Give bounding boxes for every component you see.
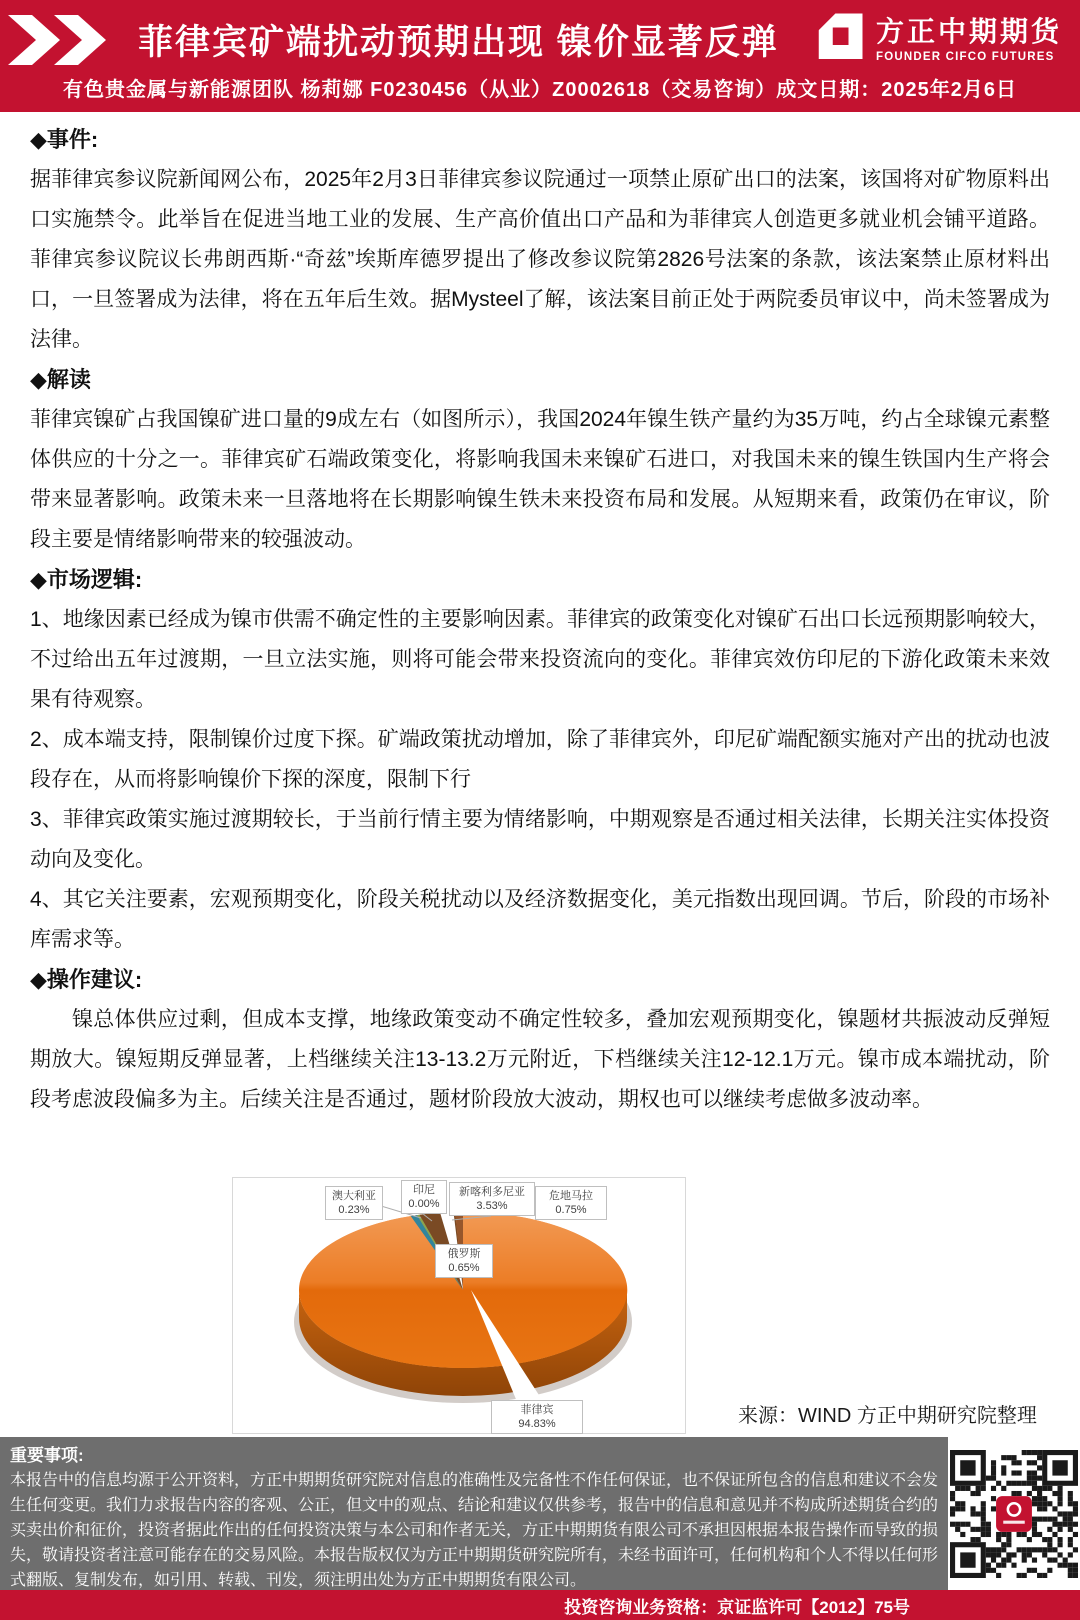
paragraph-logic-1: 1、地缘因素已经成为镍市供需不确定性的主要影响因素。菲律宾的政策变化对镍矿石出口长远预期影响较大，不过给出五年过渡期，一旦立法实施，则将可能会带来投资流向的变化。菲律宾效仿印尼的下游化政策未来效果有待观察。 [30,608,1050,711]
pie-label-australia [325,1186,383,1220]
pie-label-text: 菲律宾 [520,1404,554,1416]
source-note: 来源：WIND 方正中期研究院整理 [738,1405,1037,1427]
brand-subtitle: FOUNDER CIFCO FUTURES [875,50,1055,63]
pie-label-text: 澳大利亚 [332,1190,376,1202]
pie-label-value: 0.23% [338,1204,370,1216]
report-body [0,112,1080,1177]
pie-label-guatemala [535,1186,607,1220]
paragraph-logic-2: 2、成本端支持，限制镍价过度下探。矿端政策扰动增加，除了菲律宾外，印尼矿端配额实施对产出的扰动也波段存在，从而将影响镍价下探的深度，限制下行 [30,728,1050,791]
pie-label-russia [435,1244,493,1278]
paragraph-interpretation: 菲律宾镍矿占我国镍矿进口量的9成左右（如图所示），我国2024年镍生铁产量约为35万吨，约占全球镍元素整体供应的十分之一。菲律宾矿石端政策变化，将影响我国未来镍矿石进口，对我国未来的镍生铁国内生产将会带来显著影响。政策未来一旦落地将在长期影响镍生铁未来投资布局和发展。从短期来看，政策仍在审议，阶段主要是情绪影响带来的较强波动。 [30,408,1050,551]
pie-label-value: 0.00% [408,1198,440,1210]
qr-code [950,1450,1078,1578]
pie-label-value: 94.83% [518,1418,556,1430]
pie-label-value: 0.65% [448,1262,480,1274]
nickel-import-pie-chart [232,1177,686,1434]
paragraph-logic-3: 3、菲律宾政策实施过渡期较长，于当前行情主要为情绪影响，中期观察是否通过相关法律，长期关注实体投资动向及变化。 [30,808,1050,871]
license-text: 投资咨询业务资格：京证监许可【2012】75号 [564,1597,910,1617]
double-chevron-icon [8,15,112,65]
pie-label-indonesia [401,1180,447,1214]
section-heading-interpretation: ◆解读 [30,367,91,392]
pie-chart-canvas [233,1178,685,1433]
page-title: 菲律宾矿端扰动预期出现 镍价显著反弹 [138,23,779,62]
section-heading-event: ◆事件: [30,127,99,152]
report-header [0,0,1080,112]
brand-name: 方正中期期货 [875,15,1062,47]
license-bar [0,1590,1080,1620]
paragraph-event: 据菲律宾参议院新闻网公布，2025年2月3日菲律宾参议院通过一项禁止原矿出口的法案，该国将对矿物原料出口实施禁令。此举旨在促进当地工业的发展、生产高价值出口产品和为菲律宾人创造更多就业机会铺平道路。菲律宾参议院议长弗朗西斯·“奇兹”埃斯库德罗提出了修改参议院第2826号法案的条款，该法案禁止原材料出口，一旦签署成为法律，将在五年后生效。据Mysteel了解，该法案目前正处于两院委员审议中，尚未签署成为法律。 [30,168,1050,351]
pie-label-text: 俄罗斯 [447,1248,481,1260]
footer [0,1437,1080,1590]
qr-code-area [948,1437,1080,1590]
footer-disclaimer [0,1437,948,1590]
section-heading-advice: ◆操作建议: [30,967,143,992]
pie-label-text: 新喀利多尼亚 [459,1186,525,1198]
paragraph-logic-4: 4、其它关注要素，宏观预期变化，阶段关税扰动以及经济数据变化，美元指数出现回调。节后，阶段的市场补库需求等。 [30,888,1050,951]
pie-label-text: 印尼 [413,1184,435,1196]
pie-label-new-caledonia [449,1182,535,1216]
brand-logo [810,10,1062,71]
logo-mark-icon [810,10,866,71]
team-info-line: 有色贵金属与新能源团队 杨莉娜 F0230456（从业）Z0002618（交易咨询）成文日期：2025年2月6日 [62,79,1017,101]
pie-label-value: 0.75% [555,1204,587,1216]
chart-region [0,1177,1080,1437]
disclaimer-text: 本报告中的信息均源于公开资料，方正中期期货研究院对信息的准确性及完备性不作任何保证，也不保证所包含的信息和建议不会发生任何变更。我们力求报告内容的客观、公正，但文中的观点、结论和建议仅供参考，报告中的信息和意见并不构成所述期货合约的买卖出价和征价，投资者据此作出的任何投资决策与本公司和作者无关，方正中期期货有限公司不承担因根据本报告操作而导致的损失，敬请投资者注意可能存在的交易风险。本报告版权仅为方正中期期货研究院所有，未经书面许可，任何机构和个人不得以任何形式翻版、复制发布，如引用、转载、刊发，须注明出处为方正中期期货有限公司。 [10,1472,939,1589]
section-heading-market-logic: ◆市场逻辑: [30,567,143,592]
pie-label-text: 危地马拉 [549,1190,593,1202]
paragraph-advice: 镍总体供应过剩，但成本支撑，地缘政策变动不确定性较多，叠加宏观预期变化，镍题材共振波动反弹短期放大。镍短期反弹显著，上档继续关注13-13.2万元附近，下档继续关注12-12.1万元。镍市成本端扰动，阶段考虑波段偏多为主。后续关注是否通过，题材阶段放大波动，期权也可以继续考虑做多波动率。 [30,1008,1050,1111]
disclaimer-title: 重要事项: [10,1446,84,1465]
pie-label-value: 3.53% [476,1200,508,1212]
pie-label-philippines [491,1400,583,1434]
